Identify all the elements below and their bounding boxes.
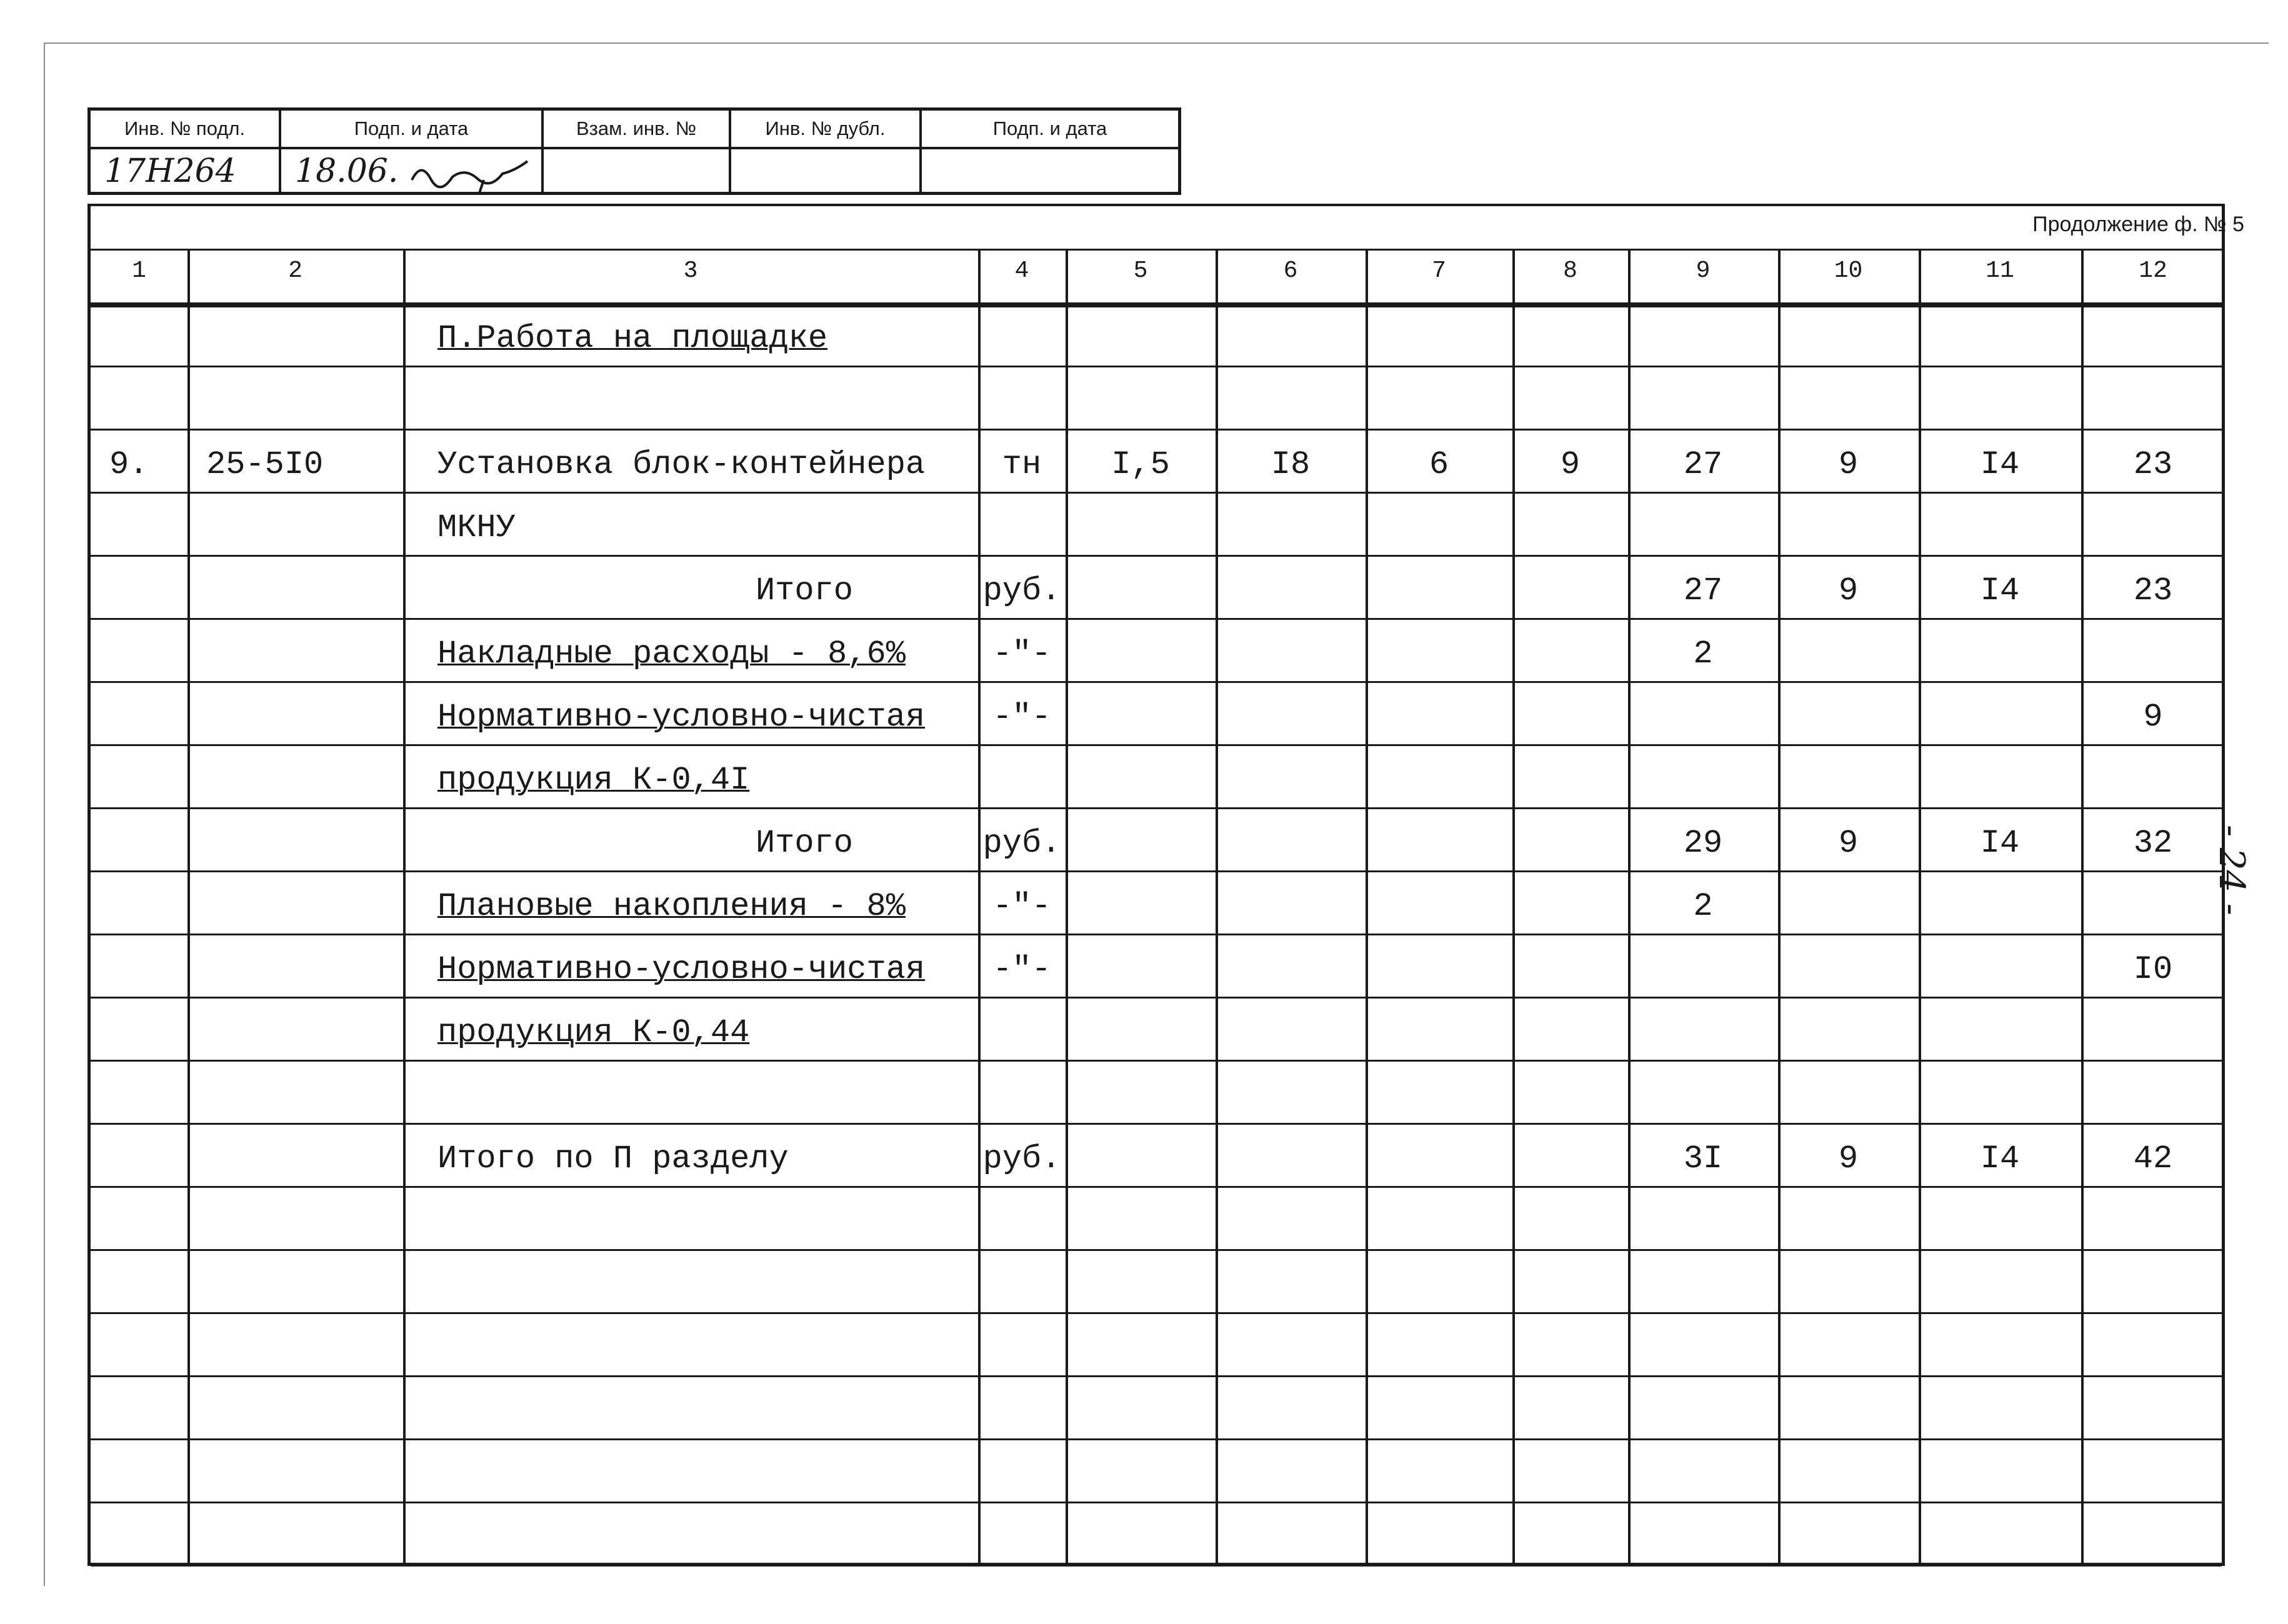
table-cell: Итого [755, 572, 853, 609]
table-cell: продукция К-0,4I [437, 762, 750, 799]
column-number: 6 [1283, 257, 1298, 284]
stamp-block [87, 107, 1181, 195]
table-cell: руб. [982, 825, 1061, 862]
table-cell: П.Работа на площадке [437, 320, 828, 357]
table-cell: 32 [2133, 825, 2173, 862]
column-number: 11 [1986, 257, 2014, 284]
table-cell: -"- [992, 951, 1051, 988]
column-number: 7 [1432, 257, 1446, 284]
row-rule [91, 1186, 2222, 1188]
stamp-header: Инв. № дубл. [731, 111, 922, 149]
table-cell: 9 [1838, 825, 1859, 862]
table-cell: 9. [109, 446, 149, 483]
row-rule [91, 934, 2222, 935]
row-rule [91, 1123, 2222, 1125]
table-cell: I4 [1980, 825, 2020, 862]
table-cell: продукция К-0,44 [437, 1014, 750, 1051]
row-rule [91, 681, 2222, 683]
table-cell: 9 [2143, 699, 2163, 735]
column-number: 5 [1133, 257, 1148, 284]
stamp-signature-date-2 [922, 149, 1178, 195]
stamp-date: 18.06. [295, 152, 399, 190]
stamp-header: Инв. № подл. [91, 111, 281, 149]
table-cell: 23 [2133, 572, 2173, 609]
column-divider [187, 249, 190, 1566]
stamp-signature-date [281, 149, 544, 195]
row-rule [91, 1565, 2222, 1567]
continuation-label: Продолжение ф. № 5 [2032, 212, 2244, 236]
stamp-header: Подп. и дата [922, 111, 1178, 149]
stamp-replaced-inv [544, 149, 731, 195]
row-rule [91, 1375, 2222, 1377]
row-rule [91, 366, 2222, 367]
header-top-rule [91, 249, 2222, 251]
row-rule [91, 1312, 2222, 1314]
table-cell: Установка блок-контейнера [437, 446, 926, 483]
table-cell: 25-5I0 [206, 446, 324, 483]
table-cell: 9 [1560, 446, 1581, 483]
stamp-inventory-number: 17H264 [91, 149, 281, 195]
table-cell: 23 [2133, 446, 2173, 483]
column-number: 3 [683, 257, 698, 284]
table-cell: I8 [1271, 446, 1311, 483]
estimate-table [91, 249, 2222, 1566]
table-cell: 6 [1429, 446, 1449, 483]
table-cell: руб. [982, 572, 1061, 609]
row-rule [91, 870, 2222, 872]
table-cell: 9 [1838, 446, 1859, 483]
table-cell: Итого по П разделу [437, 1140, 789, 1177]
table-cell: 2 [1693, 635, 1713, 672]
row-rule [91, 492, 2222, 494]
column-number: 2 [288, 257, 302, 284]
table-cell: -"- [992, 635, 1051, 672]
table-cell: I0 [2133, 951, 2173, 988]
estimate-form [87, 204, 2225, 1566]
table-cell: Итого [755, 825, 853, 862]
table-cell: 42 [2133, 1140, 2173, 1177]
row-rule [91, 618, 2222, 620]
column-number: 9 [1696, 257, 1711, 284]
table-cell: 9 [1838, 572, 1859, 609]
row-rule [91, 997, 2222, 999]
row-rule [91, 1502, 2222, 1503]
table-cell: Плановые накопления - 8% [437, 888, 906, 925]
page-number-note: - 24 - [2211, 825, 2252, 915]
row-rule [91, 555, 2222, 557]
table-cell: 3I [1683, 1140, 1723, 1177]
table-cell: руб. [982, 1140, 1061, 1177]
row-rule [91, 1438, 2222, 1440]
table-cell: Нормативно-условно-чистая [437, 951, 926, 988]
table-cell: I4 [1980, 446, 2020, 483]
table-cell: 27 [1683, 572, 1723, 609]
header-bottom-rule [91, 302, 2222, 307]
column-number: 10 [1834, 257, 1863, 284]
table-cell: I4 [1980, 572, 2020, 609]
column-number: 1 [132, 257, 146, 284]
row-rule [91, 807, 2222, 809]
stamp-header: Взам. инв. № [544, 111, 731, 149]
column-divider [403, 249, 406, 1566]
column-number: 4 [1014, 257, 1029, 284]
table-cell: I4 [1980, 1140, 2020, 1177]
column-number: 8 [1563, 257, 1577, 284]
table-cell: 2 [1693, 888, 1713, 925]
table-cell: 27 [1683, 446, 1723, 483]
stamp-header: Подп. и дата [281, 111, 544, 149]
table-cell: МКНУ [437, 509, 516, 546]
table-cell: 9 [1838, 1140, 1859, 1177]
table-cell: -"- [992, 699, 1051, 735]
row-rule [91, 1249, 2222, 1251]
column-number: 12 [2139, 257, 2167, 284]
handwritten-signature [409, 155, 534, 192]
table-cell: 29 [1683, 825, 1723, 862]
table-cell: тн [1002, 446, 1042, 483]
table-cell: Накладные расходы - 8,6% [437, 635, 906, 672]
table-cell: I,5 [1111, 446, 1170, 483]
row-rule [91, 744, 2222, 746]
table-cell: -"- [992, 888, 1051, 925]
row-rule [91, 429, 2222, 431]
row-rule [91, 1060, 2222, 1062]
stamp-duplicate-inv [731, 149, 922, 195]
table-cell: Нормативно-условно-чистая [437, 699, 926, 735]
